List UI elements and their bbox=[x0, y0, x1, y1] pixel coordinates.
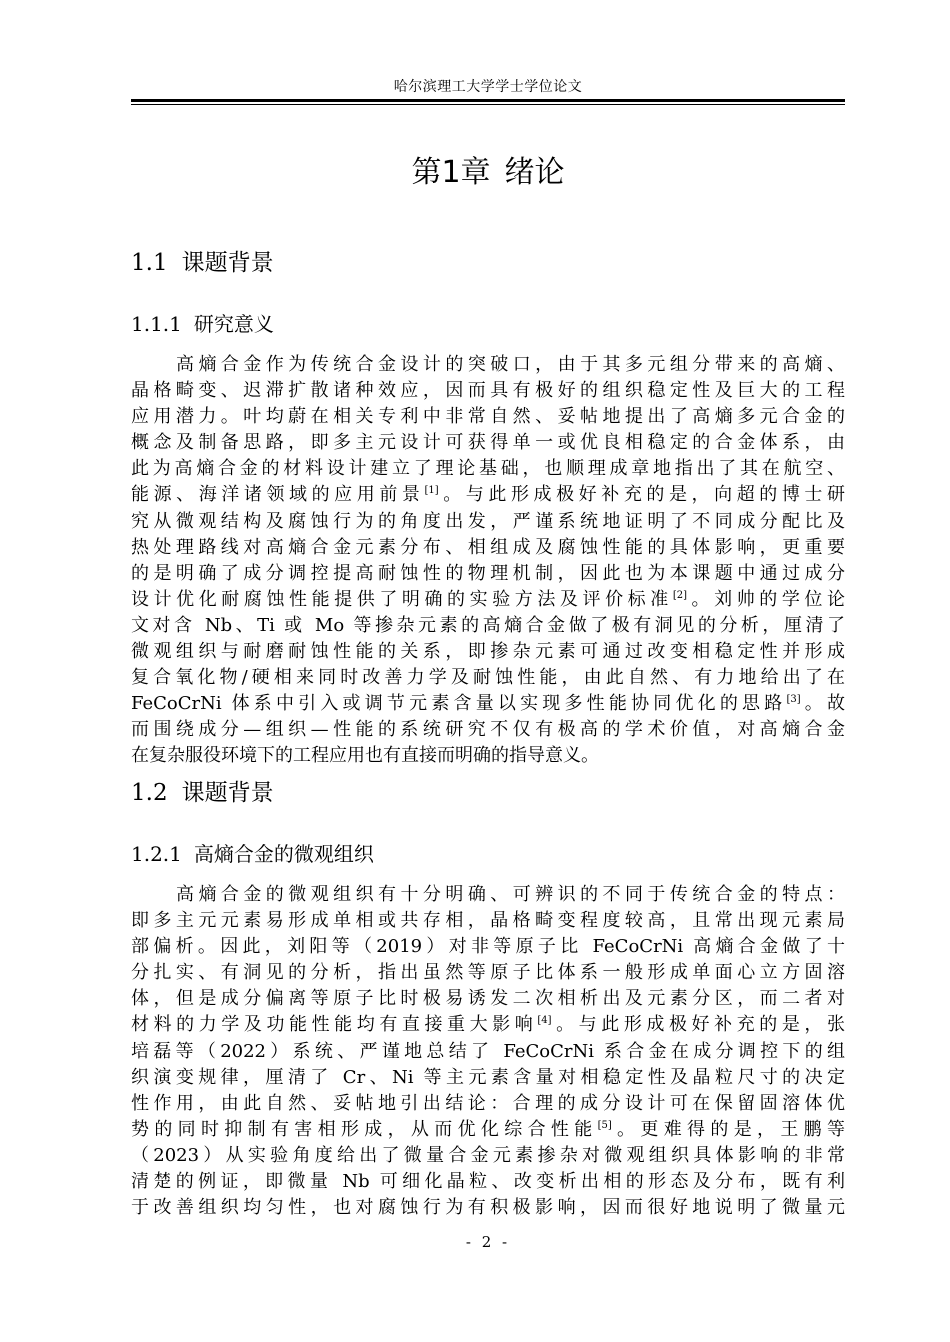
text-line: 织演变规律，厘清了 Cr、Ni 等主元素含量对相稳定性及晶粒尺寸的决定 bbox=[131, 1066, 845, 1088]
citation-2: [2] bbox=[672, 589, 687, 601]
text-line: 即多主元元素易形成单相或共存相，晶格畸变程度较高，且常出现元素局 bbox=[131, 910, 845, 932]
text-line bbox=[131, 482, 845, 508]
text-line: 高熵合金作为传统合金设计的突破口，由于其多元组分带来的高熵、 bbox=[176, 354, 845, 375]
section-heading-1-1 bbox=[131, 248, 274, 278]
text-line: 清楚的例证，即微量 Nb 可细化晶粒、改变析出相的形态及分布，既有利 bbox=[131, 1171, 845, 1193]
subsection-heading-1-1-1 bbox=[131, 310, 274, 338]
text-line bbox=[131, 1012, 845, 1038]
citation-4: [4] bbox=[537, 1015, 552, 1027]
text-run: 能源、海洋诸领域的应用前景 bbox=[131, 484, 425, 506]
header-rule-thin bbox=[131, 104, 845, 105]
text-line: 晶格畸变、迟滞扩散诸种效应，因而具有极好的组织稳定性及巨大的工程 bbox=[131, 380, 845, 402]
citation-5: [5] bbox=[597, 1119, 612, 1131]
text-line: 的是明确了成分调控提高耐蚀性的物理机制，因此也为本课题中通过成分 bbox=[131, 562, 845, 584]
text-line: 微观组织与耐磨耐蚀性能的关系，即掺杂元素可通过改变相稳定性并形成 bbox=[131, 641, 845, 663]
page-number: - 2 - bbox=[465, 1233, 511, 1251]
subsection-heading-1-2-1 bbox=[131, 840, 374, 868]
text-line: 此为高熵合金的材料设计建立了理论基础，也顺理成章地指出了其在航空、 bbox=[131, 458, 845, 480]
section-number: 1.1 bbox=[131, 250, 168, 276]
text-line: 文对含 Nb、Ti 或 Mo 等掺杂元素的高熵合金做了极有洞见的分析，厘清了 bbox=[131, 614, 845, 636]
section-heading-1-2 bbox=[131, 778, 274, 808]
paragraph-microstructure bbox=[131, 882, 845, 1221]
citation-3: [3] bbox=[786, 694, 801, 706]
text-run: 。刘帅的学位论 bbox=[686, 588, 846, 610]
subsection-title: 研究意义 bbox=[193, 312, 274, 336]
citation-1: [1] bbox=[424, 485, 439, 497]
text-run: 设计优化耐腐蚀性能提供了明确的实验方法及评价标准 bbox=[131, 588, 673, 610]
text-line: 分扎实、有洞见的分析，指出虽然等原子比体系一般形成单面心立方固溶 bbox=[131, 962, 845, 984]
text-run: 。更难得的是，王鹏等 bbox=[611, 1118, 846, 1140]
text-line: （2023）从实验角度给出了微量合金元素掺杂对微观组织具体影响的非常 bbox=[131, 1144, 845, 1166]
text-line: 在复杂服役环境下的工程应用也有直接而明确的指导意义。 bbox=[131, 745, 599, 767]
chapter-title bbox=[131, 153, 845, 193]
text-line: 体，但是成分偏离等原子比时极易诱发二次相析出及元素分区，而二者对 bbox=[131, 988, 845, 1010]
text-run: 。与此形成极好补充的是，向超的博士研 bbox=[438, 484, 846, 506]
text-run: 。故 bbox=[800, 693, 845, 715]
chapter-name: 绪论 bbox=[504, 155, 565, 190]
text-line: 于改善组织均匀性，也对腐蚀行为有积极影响，因而很好地说明了微量元 bbox=[131, 1197, 845, 1219]
text-line bbox=[131, 587, 845, 613]
paragraph-research-significance bbox=[131, 352, 845, 770]
text-run: 势的同时抑制有害相形成，从而优化综合性能 bbox=[131, 1118, 598, 1140]
text-line: 而围绕成分—组织—性能的系统研究不仅有极高的学术价值，对高熵合金 bbox=[131, 719, 845, 741]
text-line: 概念及制备思路，即多主元设计可获得单一或优良相稳定的合金体系，由 bbox=[131, 432, 845, 454]
text-line: 复合氧化物/硬相来同时改善力学及耐蚀性能，由此自然、有力地给出了在 bbox=[131, 667, 845, 689]
text-line: 部偏析。因此，刘阳等（2019）对非等原子比 FeCoCrNi 高熵合金做了十 bbox=[131, 936, 845, 958]
subsection-number: 1.2.1 bbox=[131, 842, 182, 866]
text-line: 热处理路线对高熵合金元素分布、相组成及腐蚀性能的具体影响，更重要 bbox=[131, 536, 845, 558]
text-line: 究从微观结构及腐蚀行为的角度出发，严谨系统地证明了不同成分配比及 bbox=[131, 510, 845, 532]
text-line bbox=[131, 1117, 845, 1143]
running-header: 哈尔滨理工大学学士学位论文 bbox=[393, 79, 583, 95]
text-line: 性作用，由此自然、妥帖地引出结论：合理的成分设计可在保留固溶体优 bbox=[131, 1092, 845, 1114]
text-line: 应用潜力。叶均蔚在相关专利中非常自然、妥帖地提出了高熵多元合金的 bbox=[131, 406, 845, 428]
section-title: 课题背景 bbox=[181, 250, 274, 276]
subsection-title: 高熵合金的微观组织 bbox=[193, 842, 374, 866]
header-rule-thick bbox=[131, 99, 845, 102]
text-run: 。与此形成极好补充的是，张 bbox=[551, 1014, 846, 1036]
subsection-number: 1.1.1 bbox=[131, 312, 182, 336]
text-line: 培磊等（2022）系统、严谨地总结了 FeCoCrNi 系合金在成分调控下的组 bbox=[131, 1040, 845, 1062]
section-title: 课题背景 bbox=[181, 780, 274, 806]
chapter-number: 第1章 bbox=[411, 155, 491, 190]
text-line: 高熵合金的微观组织有十分明确、可辨识的不同于传统合金的特点： bbox=[176, 884, 845, 905]
text-run: 材料的力学及功能性能均有直接重大影响 bbox=[131, 1014, 538, 1036]
text-line bbox=[131, 691, 845, 717]
text-run: FeCoCrNi 体系中引入或调节元素含量以实现多性能协同优化的思路 bbox=[131, 693, 787, 715]
section-number: 1.2 bbox=[131, 780, 168, 806]
